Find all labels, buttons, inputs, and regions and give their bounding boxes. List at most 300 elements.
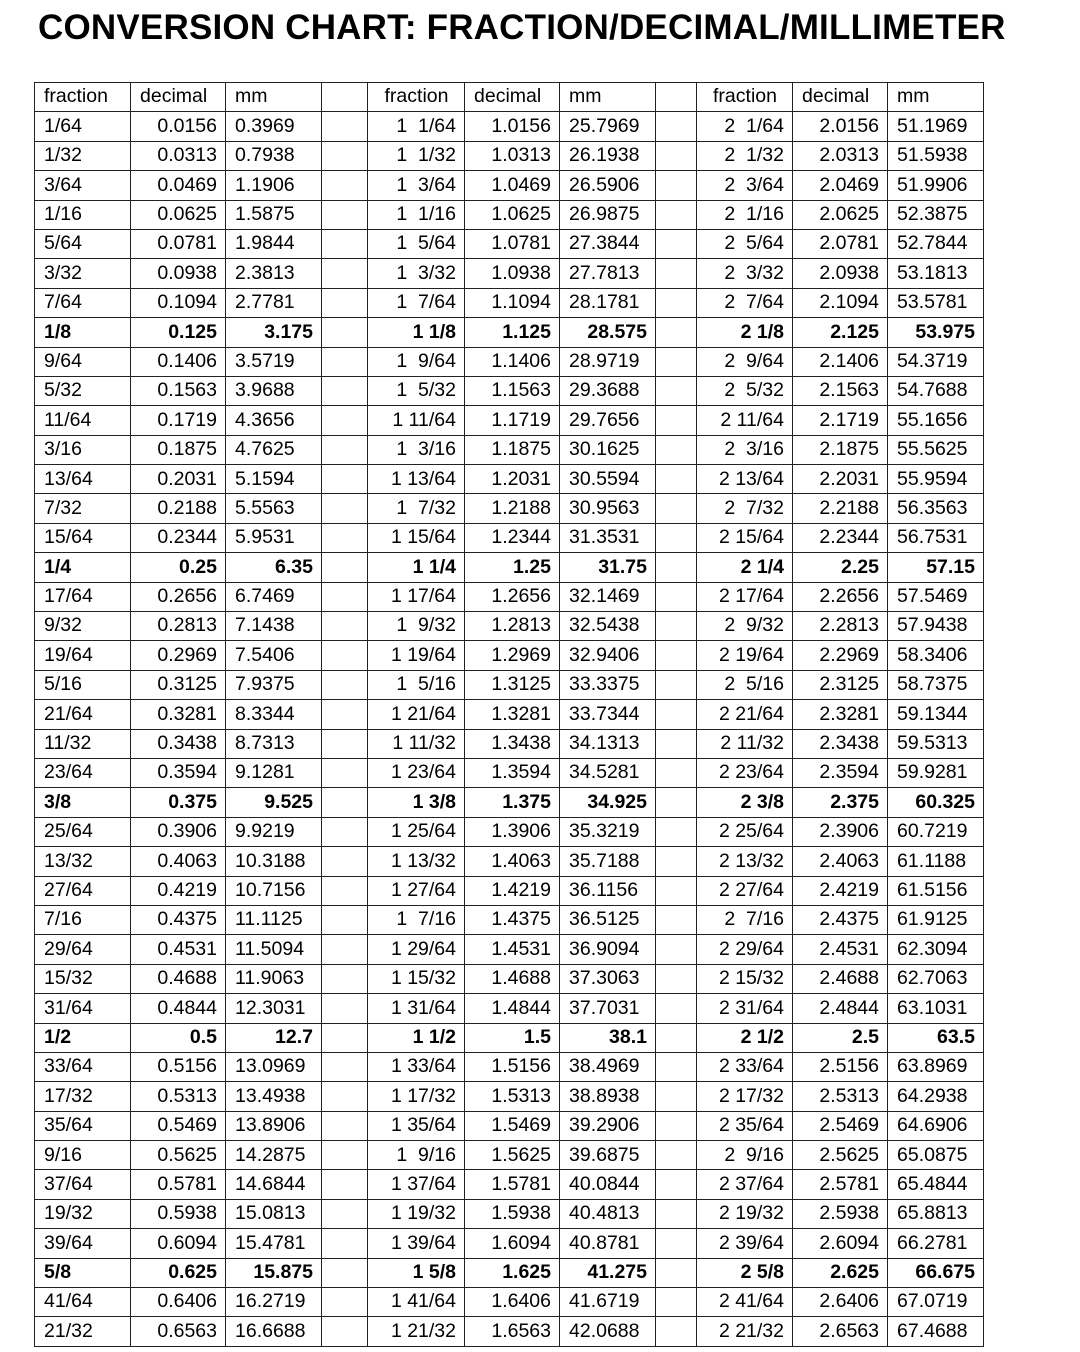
mm-cell: 31.75 (560, 553, 656, 582)
mm-cell: 16.6688 (226, 1317, 322, 1346)
decimal-cell: 0.1406 (131, 347, 226, 376)
decimal-cell: 0.5625 (131, 1141, 226, 1170)
fraction-cell: 2 13/32 (697, 847, 793, 876)
decimal-cell: 0.25 (131, 553, 226, 582)
decimal-cell: 0.4063 (131, 847, 226, 876)
fraction-cell: 2 1/8 (697, 318, 793, 347)
column-gap (322, 112, 368, 141)
fraction-cell: 2 17/32 (697, 1082, 793, 1111)
table-row (35, 553, 984, 582)
header-decimal: decimal (131, 83, 226, 112)
decimal-cell: 1.0313 (465, 141, 560, 170)
fraction-cell: 2 9/16 (697, 1141, 793, 1170)
decimal-cell: 0.2969 (131, 641, 226, 670)
mm-cell: 30.9563 (560, 494, 656, 523)
fraction-cell: 2 7/16 (697, 905, 793, 934)
column-gap (656, 1141, 697, 1170)
mm-cell: 41.275 (560, 1258, 656, 1287)
fraction-cell: 2 7/64 (697, 288, 793, 317)
fraction-cell: 21/64 (35, 700, 131, 729)
mm-cell: 32.1469 (560, 582, 656, 611)
fraction-cell: 2 1/2 (697, 1023, 793, 1052)
decimal-cell: 0.0313 (131, 141, 226, 170)
fraction-cell: 7/32 (35, 494, 131, 523)
mm-cell: 62.7063 (888, 964, 984, 993)
mm-cell: 3.175 (226, 318, 322, 347)
decimal-cell: 0.0625 (131, 200, 226, 229)
decimal-cell: 1.6563 (465, 1317, 560, 1346)
fraction-cell: 2 15/32 (697, 964, 793, 993)
fraction-cell: 1/16 (35, 200, 131, 229)
fraction-cell: 31/64 (35, 994, 131, 1023)
fraction-cell: 2 5/8 (697, 1258, 793, 1287)
decimal-cell: 0.5938 (131, 1199, 226, 1228)
column-gap (322, 259, 368, 288)
fraction-cell: 2 15/64 (697, 523, 793, 552)
fraction-cell: 1 23/64 (368, 758, 465, 787)
mm-cell: 7.1438 (226, 612, 322, 641)
mm-cell: 40.0844 (560, 1170, 656, 1199)
decimal-cell: 1.375 (465, 788, 560, 817)
column-gap (322, 1082, 368, 1111)
decimal-cell: 1.1406 (465, 347, 560, 376)
decimal-cell: 2.4063 (793, 847, 888, 876)
fraction-cell: 13/32 (35, 847, 131, 876)
table-row (35, 494, 984, 523)
table-row (35, 523, 984, 552)
header-fraction: fraction (35, 83, 131, 112)
decimal-cell: 1.4531 (465, 935, 560, 964)
column-gap (656, 318, 697, 347)
table-row (35, 1229, 984, 1258)
fraction-cell: 2 1/32 (697, 141, 793, 170)
decimal-cell: 1.4375 (465, 905, 560, 934)
mm-cell: 13.0969 (226, 1052, 322, 1081)
fraction-cell: 9/32 (35, 612, 131, 641)
fraction-cell: 1/4 (35, 553, 131, 582)
mm-cell: 33.3375 (560, 670, 656, 699)
decimal-cell: 0.4531 (131, 935, 226, 964)
decimal-cell: 1.125 (465, 318, 560, 347)
mm-cell: 58.3406 (888, 641, 984, 670)
fraction-cell: 1 1/16 (368, 200, 465, 229)
conversion-table (34, 82, 984, 1347)
column-gap (656, 994, 697, 1023)
decimal-cell: 2.4844 (793, 994, 888, 1023)
fraction-cell: 2 3/8 (697, 788, 793, 817)
fraction-cell: 1 9/32 (368, 612, 465, 641)
decimal-cell: 0.125 (131, 318, 226, 347)
decimal-cell: 0.0469 (131, 171, 226, 200)
mm-cell: 29.7656 (560, 406, 656, 435)
mm-cell: 55.1656 (888, 406, 984, 435)
fraction-cell: 1 19/32 (368, 1199, 465, 1228)
decimal-cell: 1.625 (465, 1258, 560, 1287)
mm-cell: 63.1031 (888, 994, 984, 1023)
fraction-cell: 23/64 (35, 758, 131, 787)
decimal-cell: 2.5313 (793, 1082, 888, 1111)
fraction-cell: 1 7/64 (368, 288, 465, 317)
fraction-cell: 2 11/32 (697, 729, 793, 758)
fraction-cell: 2 21/32 (697, 1317, 793, 1346)
fraction-cell: 1 21/64 (368, 700, 465, 729)
mm-cell: 65.4844 (888, 1170, 984, 1199)
header-fraction: fraction (697, 83, 793, 112)
mm-cell: 13.4938 (226, 1082, 322, 1111)
decimal-cell: 1.4688 (465, 964, 560, 993)
column-gap (656, 376, 697, 405)
fraction-cell: 1 5/8 (368, 1258, 465, 1287)
fraction-cell: 2 9/64 (697, 347, 793, 376)
decimal-cell: 0.2344 (131, 523, 226, 552)
decimal-cell: 2.5625 (793, 1141, 888, 1170)
fraction-cell: 2 17/64 (697, 582, 793, 611)
mm-cell: 38.4969 (560, 1052, 656, 1081)
mm-cell: 15.875 (226, 1258, 322, 1287)
mm-cell: 62.3094 (888, 935, 984, 964)
fraction-cell: 1 17/64 (368, 582, 465, 611)
column-gap (322, 788, 368, 817)
column-gap (656, 905, 697, 934)
column-gap (656, 612, 697, 641)
conversion-table-body (35, 83, 984, 1347)
fraction-cell: 1 29/64 (368, 935, 465, 964)
column-gap (656, 1258, 697, 1287)
table-row (35, 582, 984, 611)
fraction-cell: 1 5/32 (368, 376, 465, 405)
table-row (35, 141, 984, 170)
column-gap (322, 553, 368, 582)
fraction-cell: 2 5/32 (697, 376, 793, 405)
mm-cell: 66.2781 (888, 1229, 984, 1258)
mm-cell: 60.7219 (888, 817, 984, 846)
table-row (35, 847, 984, 876)
mm-cell: 7.9375 (226, 670, 322, 699)
column-gap (656, 465, 697, 494)
mm-cell: 14.2875 (226, 1141, 322, 1170)
table-row (35, 1199, 984, 1228)
column-gap (656, 141, 697, 170)
decimal-cell: 0.2656 (131, 582, 226, 611)
fraction-cell: 2 1/4 (697, 553, 793, 582)
mm-cell: 55.5625 (888, 435, 984, 464)
fraction-cell: 1 1/2 (368, 1023, 465, 1052)
mm-cell: 11.5094 (226, 935, 322, 964)
column-gap (322, 758, 368, 787)
column-gap (322, 641, 368, 670)
mm-cell: 37.3063 (560, 964, 656, 993)
fraction-cell: 21/32 (35, 1317, 131, 1346)
fraction-cell: 7/16 (35, 905, 131, 934)
decimal-cell: 0.0156 (131, 112, 226, 141)
decimal-cell: 2.5156 (793, 1052, 888, 1081)
column-gap (322, 817, 368, 846)
fraction-cell: 1 3/8 (368, 788, 465, 817)
fraction-cell: 3/8 (35, 788, 131, 817)
table-row (35, 200, 984, 229)
column-gap (656, 83, 697, 112)
mm-cell: 1.5875 (226, 200, 322, 229)
decimal-cell: 2.625 (793, 1258, 888, 1287)
fraction-cell: 1 9/64 (368, 347, 465, 376)
decimal-cell: 1.1875 (465, 435, 560, 464)
fraction-cell: 13/64 (35, 465, 131, 494)
decimal-cell: 2.0469 (793, 171, 888, 200)
column-gap (656, 582, 697, 611)
decimal-cell: 1.1719 (465, 406, 560, 435)
fraction-cell: 1 5/64 (368, 229, 465, 258)
decimal-cell: 2.2656 (793, 582, 888, 611)
mm-cell: 36.1156 (560, 876, 656, 905)
column-gap (656, 259, 697, 288)
decimal-cell: 1.5469 (465, 1111, 560, 1140)
table-row (35, 935, 984, 964)
decimal-cell: 1.5313 (465, 1082, 560, 1111)
decimal-cell: 2.0781 (793, 229, 888, 258)
header-mm: mm (560, 83, 656, 112)
decimal-cell: 1.3125 (465, 670, 560, 699)
fraction-cell: 9/16 (35, 1141, 131, 1170)
column-gap (322, 1111, 368, 1140)
column-gap (656, 876, 697, 905)
mm-cell: 63.8969 (888, 1052, 984, 1081)
column-gap (322, 1141, 368, 1170)
fraction-cell: 1 41/64 (368, 1288, 465, 1317)
mm-cell: 9.9219 (226, 817, 322, 846)
fraction-cell: 2 5/16 (697, 670, 793, 699)
column-gap (656, 1082, 697, 1111)
mm-cell: 5.5563 (226, 494, 322, 523)
mm-cell: 52.7844 (888, 229, 984, 258)
decimal-cell: 1.2188 (465, 494, 560, 523)
fraction-cell: 17/64 (35, 582, 131, 611)
fraction-cell: 9/64 (35, 347, 131, 376)
fraction-cell: 1 11/64 (368, 406, 465, 435)
decimal-cell: 2.5781 (793, 1170, 888, 1199)
decimal-cell: 0.3594 (131, 758, 226, 787)
column-gap (322, 1199, 368, 1228)
decimal-cell: 0.5469 (131, 1111, 226, 1140)
mm-cell: 53.5781 (888, 288, 984, 317)
fraction-cell: 3/16 (35, 435, 131, 464)
mm-cell: 34.925 (560, 788, 656, 817)
fraction-cell: 2 35/64 (697, 1111, 793, 1140)
decimal-cell: 0.3281 (131, 700, 226, 729)
table-row (35, 1258, 984, 1287)
fraction-cell: 2 27/64 (697, 876, 793, 905)
mm-cell: 26.1938 (560, 141, 656, 170)
column-gap (656, 1111, 697, 1140)
fraction-cell: 2 11/64 (697, 406, 793, 435)
table-row (35, 259, 984, 288)
decimal-cell: 0.6094 (131, 1229, 226, 1258)
decimal-cell: 1.2656 (465, 582, 560, 611)
column-gap (656, 670, 697, 699)
mm-cell: 9.1281 (226, 758, 322, 787)
table-row (35, 994, 984, 1023)
mm-cell: 51.5938 (888, 141, 984, 170)
fraction-cell: 2 7/32 (697, 494, 793, 523)
decimal-cell: 0.375 (131, 788, 226, 817)
mm-cell: 29.3688 (560, 376, 656, 405)
fraction-cell: 1 21/32 (368, 1317, 465, 1346)
fraction-cell: 15/64 (35, 523, 131, 552)
mm-cell: 39.6875 (560, 1141, 656, 1170)
column-gap (322, 582, 368, 611)
column-gap (656, 435, 697, 464)
mm-cell: 53.975 (888, 318, 984, 347)
fraction-cell: 1 1/8 (368, 318, 465, 347)
fraction-cell: 2 3/16 (697, 435, 793, 464)
mm-cell: 2.3813 (226, 259, 322, 288)
fraction-cell: 1 13/32 (368, 847, 465, 876)
column-gap (656, 288, 697, 317)
column-gap (322, 729, 368, 758)
decimal-cell: 2.1406 (793, 347, 888, 376)
mm-cell: 40.8781 (560, 1229, 656, 1258)
column-gap (656, 1288, 697, 1317)
header-fraction: fraction (368, 83, 465, 112)
decimal-cell: 1.5625 (465, 1141, 560, 1170)
mm-cell: 4.3656 (226, 406, 322, 435)
mm-cell: 30.1625 (560, 435, 656, 464)
mm-cell: 55.9594 (888, 465, 984, 494)
mm-cell: 56.7531 (888, 523, 984, 552)
mm-cell: 40.4813 (560, 1199, 656, 1228)
table-row (35, 1317, 984, 1346)
decimal-cell: 2.3594 (793, 758, 888, 787)
decimal-cell: 2.25 (793, 553, 888, 582)
decimal-cell: 1.0156 (465, 112, 560, 141)
decimal-cell: 1.4219 (465, 876, 560, 905)
column-gap (322, 1170, 368, 1199)
mm-cell: 38.8938 (560, 1082, 656, 1111)
mm-cell: 59.5313 (888, 729, 984, 758)
fraction-cell: 37/64 (35, 1170, 131, 1199)
mm-cell: 30.5594 (560, 465, 656, 494)
column-gap (656, 494, 697, 523)
column-gap (656, 1170, 697, 1199)
fraction-cell: 1 7/16 (368, 905, 465, 934)
fraction-cell: 41/64 (35, 1288, 131, 1317)
mm-cell: 61.5156 (888, 876, 984, 905)
mm-cell: 63.5 (888, 1023, 984, 1052)
decimal-cell: 1.2344 (465, 523, 560, 552)
mm-cell: 32.9406 (560, 641, 656, 670)
fraction-cell: 1/8 (35, 318, 131, 347)
fraction-cell: 1 9/16 (368, 1141, 465, 1170)
fraction-cell: 1 15/64 (368, 523, 465, 552)
decimal-cell: 2.0313 (793, 141, 888, 170)
mm-cell: 31.3531 (560, 523, 656, 552)
fraction-cell: 2 5/64 (697, 229, 793, 258)
decimal-cell: 0.1875 (131, 435, 226, 464)
column-gap (656, 347, 697, 376)
fraction-cell: 1 39/64 (368, 1229, 465, 1258)
table-row (35, 758, 984, 787)
column-gap (322, 612, 368, 641)
fraction-cell: 27/64 (35, 876, 131, 905)
decimal-cell: 1.2813 (465, 612, 560, 641)
decimal-cell: 2.0156 (793, 112, 888, 141)
table-row (35, 612, 984, 641)
decimal-cell: 0.4844 (131, 994, 226, 1023)
fraction-cell: 3/32 (35, 259, 131, 288)
decimal-cell: 2.1094 (793, 288, 888, 317)
mm-cell: 5.1594 (226, 465, 322, 494)
decimal-cell: 2.3906 (793, 817, 888, 846)
mm-cell: 54.3719 (888, 347, 984, 376)
column-gap (656, 1317, 697, 1346)
decimal-cell: 2.2344 (793, 523, 888, 552)
column-gap (656, 553, 697, 582)
column-gap (322, 406, 368, 435)
mm-cell: 57.9438 (888, 612, 984, 641)
fraction-cell: 33/64 (35, 1052, 131, 1081)
column-gap (322, 700, 368, 729)
fraction-cell: 1 25/64 (368, 817, 465, 846)
mm-cell: 37.7031 (560, 994, 656, 1023)
fraction-cell: 5/32 (35, 376, 131, 405)
mm-cell: 38.1 (560, 1023, 656, 1052)
mm-cell: 8.7313 (226, 729, 322, 758)
mm-cell: 60.325 (888, 788, 984, 817)
column-gap (656, 171, 697, 200)
decimal-cell: 2.5469 (793, 1111, 888, 1140)
fraction-cell: 1 13/64 (368, 465, 465, 494)
table-row (35, 788, 984, 817)
table-row (35, 376, 984, 405)
mm-cell: 51.1969 (888, 112, 984, 141)
mm-cell: 0.3969 (226, 112, 322, 141)
mm-cell: 27.3844 (560, 229, 656, 258)
column-gap (322, 465, 368, 494)
mm-cell: 3.9688 (226, 376, 322, 405)
fraction-cell: 11/64 (35, 406, 131, 435)
header-decimal: decimal (793, 83, 888, 112)
mm-cell: 34.1313 (560, 729, 656, 758)
decimal-cell: 2.375 (793, 788, 888, 817)
column-gap (322, 905, 368, 934)
fraction-cell: 29/64 (35, 935, 131, 964)
mm-cell: 61.1188 (888, 847, 984, 876)
fraction-cell: 2 37/64 (697, 1170, 793, 1199)
decimal-cell: 0.5 (131, 1023, 226, 1052)
decimal-cell: 2.3281 (793, 700, 888, 729)
fraction-cell: 15/32 (35, 964, 131, 993)
decimal-cell: 1.3281 (465, 700, 560, 729)
column-gap (656, 847, 697, 876)
decimal-cell: 1.1094 (465, 288, 560, 317)
mm-cell: 14.6844 (226, 1170, 322, 1199)
mm-cell: 39.2906 (560, 1111, 656, 1140)
mm-cell: 28.575 (560, 318, 656, 347)
header-mm: mm (888, 83, 984, 112)
decimal-cell: 2.1719 (793, 406, 888, 435)
fraction-cell: 1 37/64 (368, 1170, 465, 1199)
mm-cell: 57.5469 (888, 582, 984, 611)
fraction-cell: 1/64 (35, 112, 131, 141)
column-gap (656, 1199, 697, 1228)
column-gap (322, 347, 368, 376)
decimal-cell: 0.6563 (131, 1317, 226, 1346)
decimal-cell: 0.4688 (131, 964, 226, 993)
decimal-cell: 1.6094 (465, 1229, 560, 1258)
column-gap (656, 229, 697, 258)
column-gap (656, 1052, 697, 1081)
mm-cell: 32.5438 (560, 612, 656, 641)
decimal-cell: 1.5781 (465, 1170, 560, 1199)
